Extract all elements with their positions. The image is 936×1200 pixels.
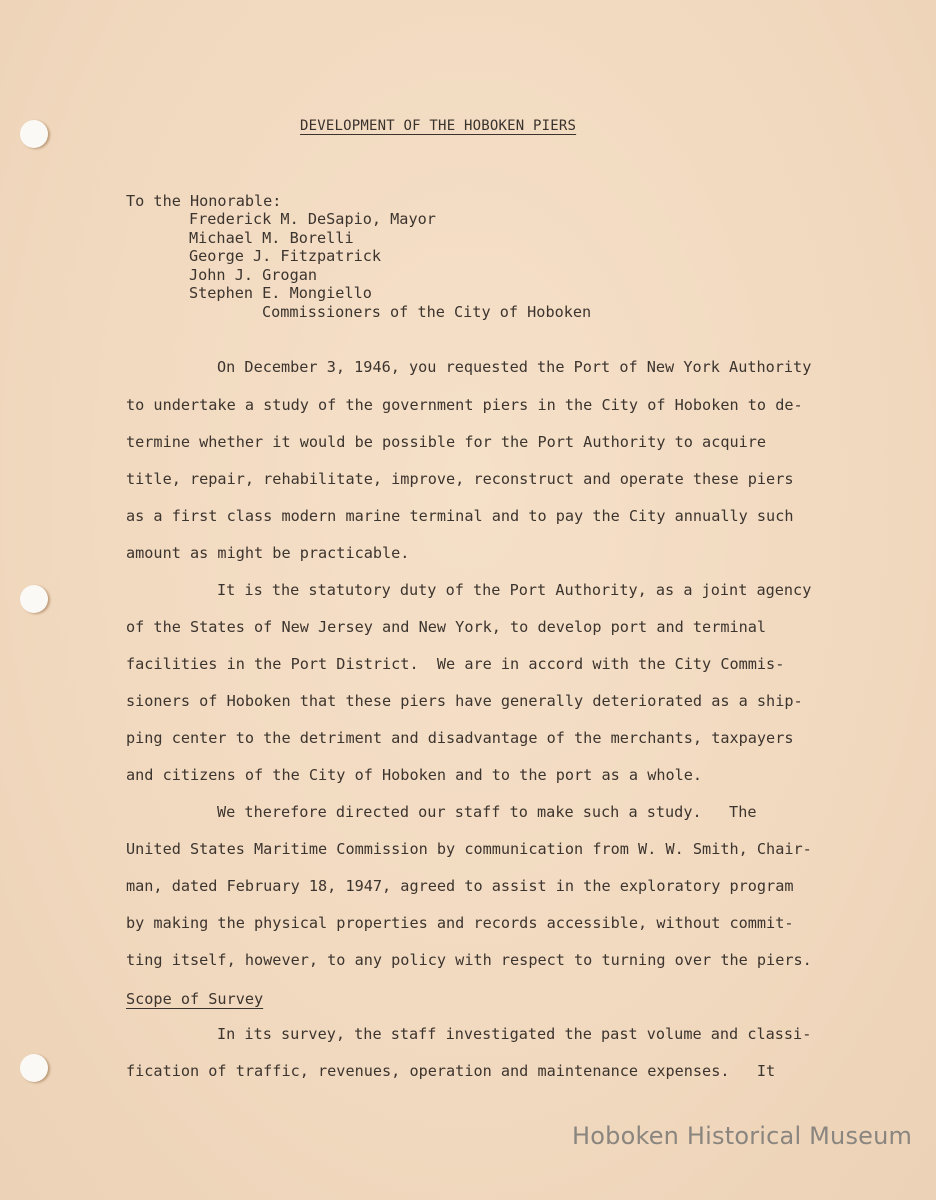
paragraph-line: It is the statutory duty of the Port Authority, as a joint agency	[217, 581, 812, 599]
paragraph-line: ping center to the detriment and disadvantage of the merchants, taxpayers	[126, 729, 794, 747]
section-heading: Scope of Survey	[126, 990, 264, 1008]
paragraph-line: and citizens of the City of Hoboken and to the port as a whole.	[126, 766, 703, 784]
museum-watermark: Hoboken Historical Museum	[572, 1122, 913, 1150]
addressee: Stephen E. Mongiello	[189, 284, 372, 302]
paragraph-line: termine whether it would be possible for the Port Authority to acquire	[126, 433, 767, 451]
paragraph-line: We therefore directed our staff to make such a study. The	[217, 803, 757, 821]
paragraph-line: On December 3, 1946, you requested the Port of New York Authority	[217, 358, 812, 376]
paragraph-line: ting itself, however, to any policy with respect to turning over the piers.	[126, 951, 812, 969]
document-title: DEVELOPMENT OF THE HOBOKEN PIERS	[300, 118, 577, 134]
addressee: John J. Grogan	[189, 266, 318, 284]
addressee: George J. Fitzpatrick	[189, 247, 382, 265]
paragraph-line: fication of traffic, revenues, operation and maintenance expenses. It	[126, 1062, 776, 1080]
paragraph-line: In its survey, the staff investigated the past volume and classi-	[217, 1025, 812, 1043]
paragraph-line: amount as might be practicable.	[126, 544, 410, 562]
addressee: Michael M. Borelli	[189, 229, 354, 247]
paragraph-line: of the States of New Jersey and New York, to develop port and terminal	[126, 618, 767, 636]
addressee-title: Commissioners of the City of Hoboken	[262, 303, 592, 321]
paragraph-line: man, dated February 18, 1947, agreed to assist in the exploratory program	[126, 877, 794, 895]
paragraph-line: sioners of Hoboken that these piers have generally deteriorated as a ship-	[126, 692, 803, 710]
salutation: To the Honorable:	[126, 192, 282, 210]
paragraph-line: facilities in the Port District. We are in accord with the City Commis-	[126, 655, 785, 673]
paragraph-line: title, repair, rehabilitate, improve, reconstruct and operate these piers	[126, 470, 794, 488]
paragraph-line: as a first class modern marine terminal and to pay the City annually such	[126, 507, 794, 525]
punch-hole-top	[20, 120, 48, 148]
paragraph-line: by making the physical properties and records accessible, without commit-	[126, 914, 794, 932]
punch-hole-middle	[20, 585, 48, 613]
paragraph-line: United States Maritime Commission by communication from W. W. Smith, Chair-	[126, 840, 812, 858]
addressee: Frederick M. DeSapio, Mayor	[189, 210, 436, 228]
punch-hole-bottom	[20, 1054, 48, 1082]
paragraph-line: to undertake a study of the government piers in the City of Hoboken to de-	[126, 396, 803, 414]
